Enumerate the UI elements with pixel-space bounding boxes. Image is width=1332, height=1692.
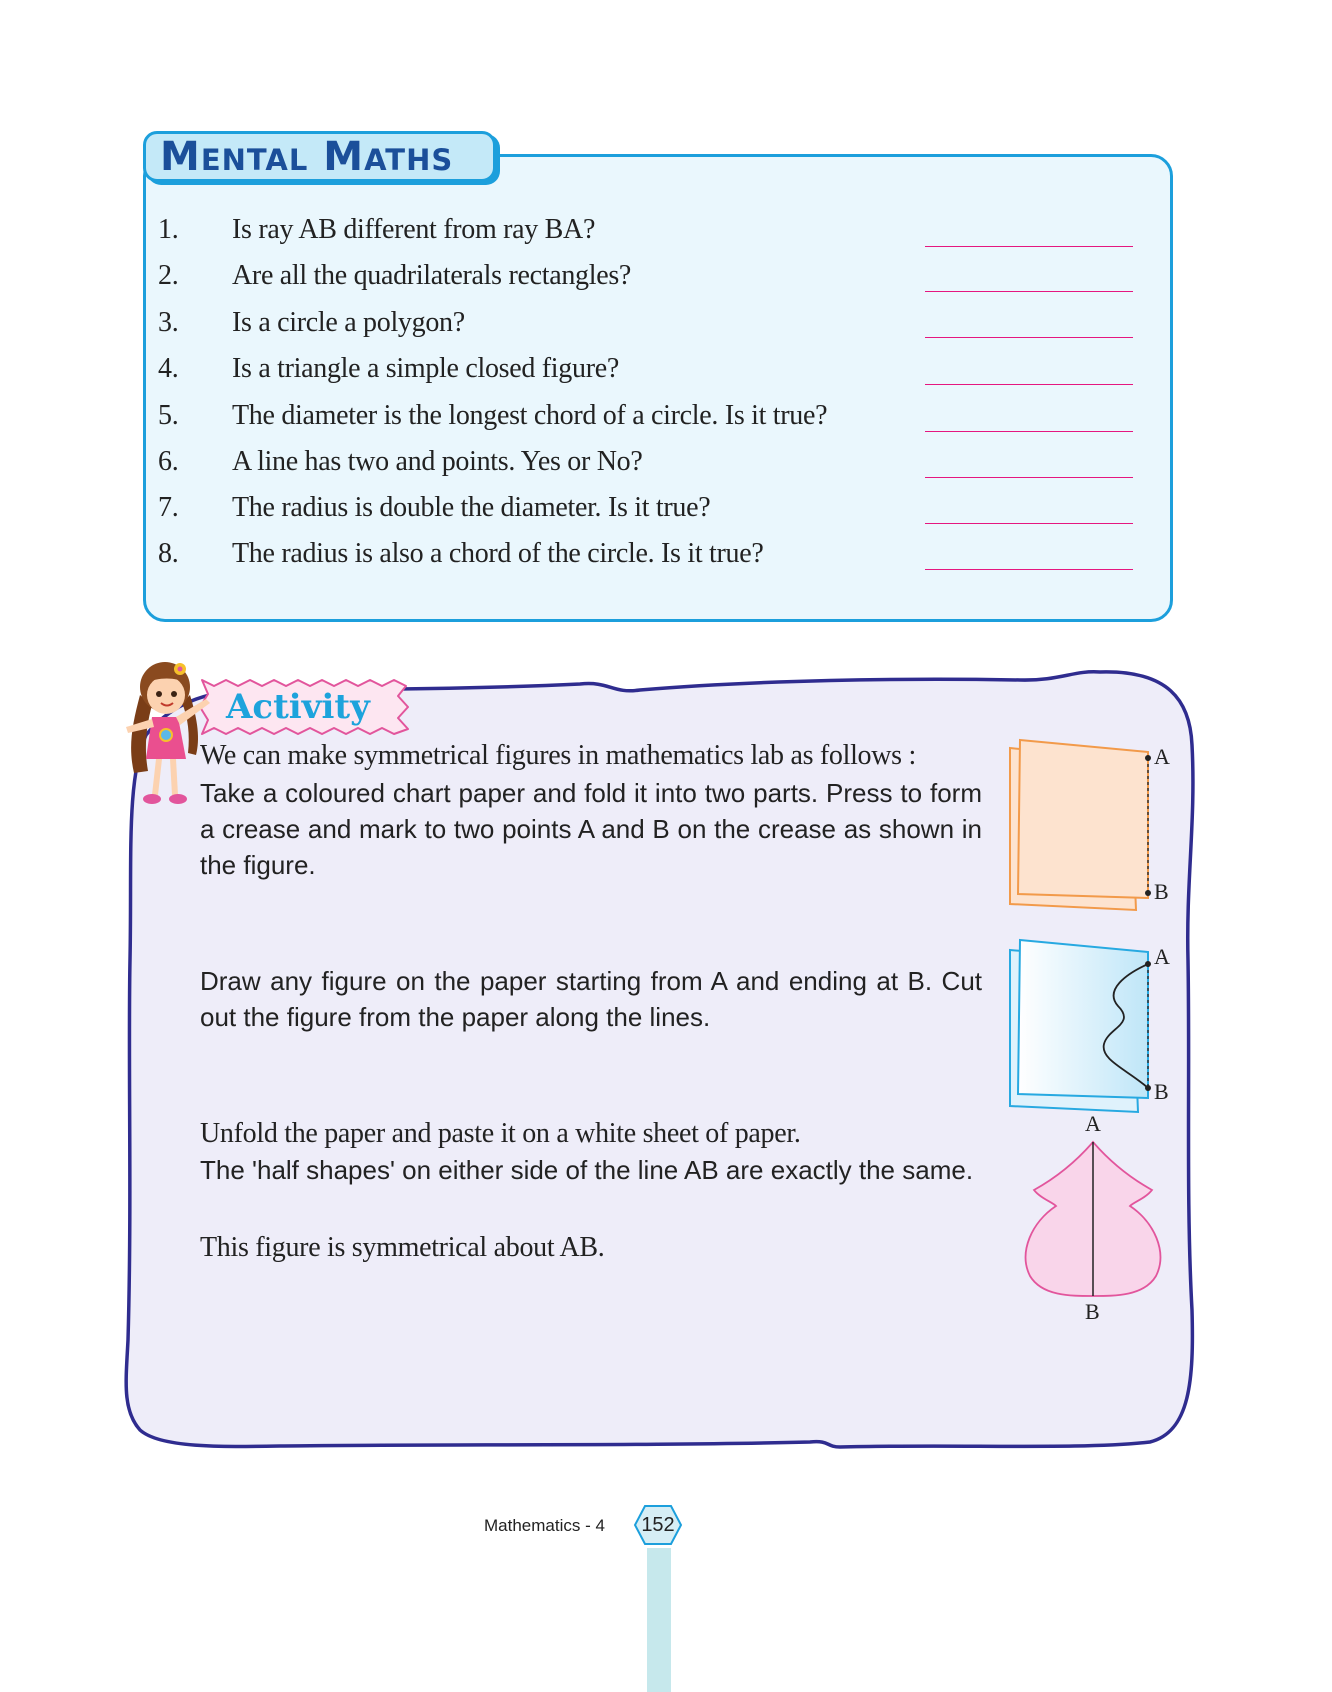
activity-intro: We can make symmetrical figures in mathematics lab as follows : — [200, 740, 916, 771]
point-a-label: A — [1154, 944, 1170, 969]
drawn-figure-paper — [1008, 938, 1158, 1116]
question-number: 3. — [158, 307, 179, 338]
question-number: 8. — [158, 538, 179, 569]
activity-step-1: Take a coloured chart paper and fold it into two parts. Press to form a crease and mark to two points A and B on the crease as shown in the figure. — [200, 778, 982, 880]
activity-step-4: The 'half shapes' on either side of the line AB are exactly the same. — [200, 1155, 974, 1185]
folded-paper-figure — [1008, 738, 1158, 914]
point-b-label: B — [1085, 1299, 1100, 1324]
question-text: The radius is also a chord of the circle. Is it true? — [232, 538, 764, 569]
point-a-label: A — [1154, 744, 1170, 769]
question-text: Is ray AB different from ray BA? — [232, 214, 596, 245]
question-number: 5. — [158, 400, 179, 431]
question-number: 4. — [158, 353, 179, 384]
question-text: Is a triangle a simple closed figure? — [232, 353, 619, 384]
question-text: Are all the quadrilaterals rectangles? — [232, 260, 632, 291]
question-text: The radius is double the diameter. Is it true? — [232, 492, 711, 523]
question-text: A line has two and points. Yes or No? — [232, 446, 643, 477]
symmetrical-shape-figure — [1016, 1140, 1170, 1300]
question-number: 2. — [158, 260, 179, 291]
mental-maths-title: MENTAL MATHS — [160, 134, 454, 180]
page-tab-bar — [647, 1548, 671, 1692]
book-title: Mathematics - 4 — [484, 1516, 605, 1535]
question-text: Is a circle a polygon? — [232, 307, 465, 338]
activity-step-2: Draw any figure on the paper starting from A and ending at B. Cut out the figure from the paper along the lines. — [200, 966, 982, 1032]
point-a-label: A — [1085, 1111, 1101, 1136]
point-b-label: B — [1154, 879, 1169, 904]
page-number: 152 — [641, 1514, 675, 1536]
activity-title: Activity — [226, 687, 370, 727]
question-number: 7. — [158, 492, 179, 523]
activity-step-3: Unfold the paper and paste it on a white sheet of paper. — [200, 1118, 801, 1149]
question-text: The diameter is the longest chord of a circle. Is it true? — [232, 400, 828, 431]
question-number: 6. — [158, 446, 179, 477]
question-number: 1. — [158, 214, 179, 245]
point-b-label: B — [1154, 1079, 1169, 1104]
activity-conclusion: This figure is symmetrical about AB. — [200, 1232, 605, 1263]
